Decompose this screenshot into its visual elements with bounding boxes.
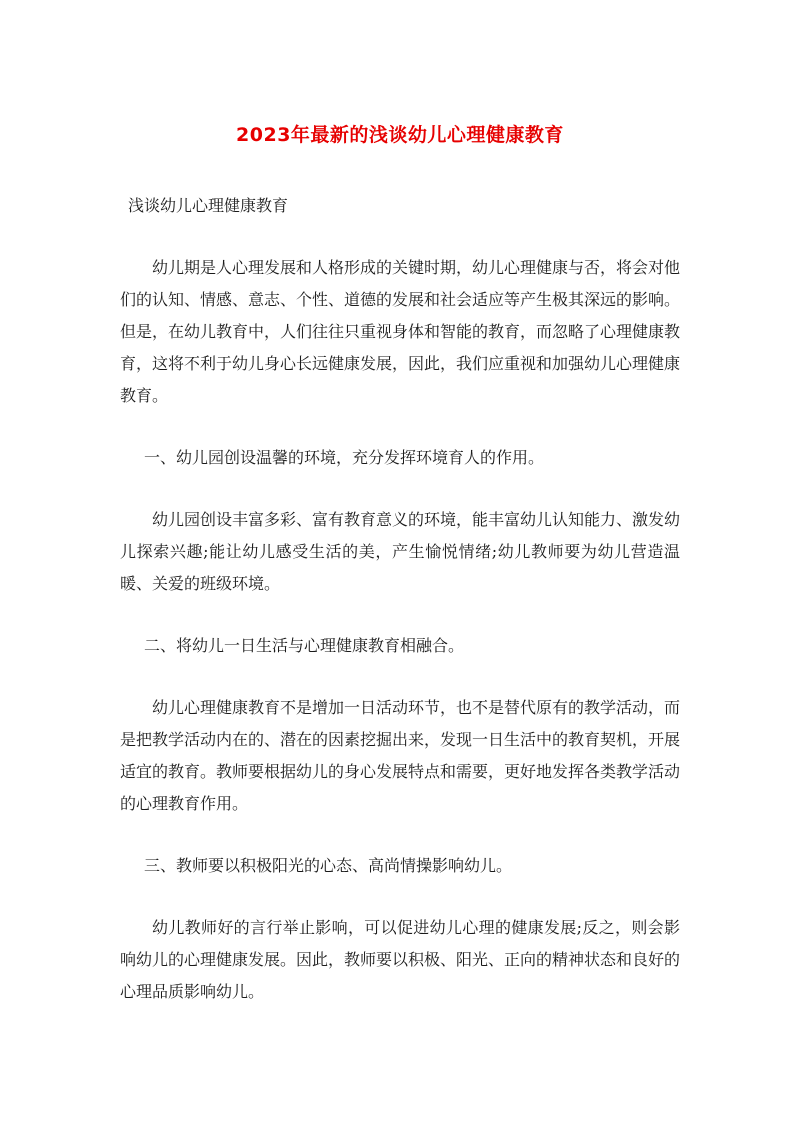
paragraph-section-3: 幼儿教师好的言行举止影响，可以促进幼儿心理的健康发展;反之，则会影响幼儿的心理健康发展。因此，教师要以积极、阳光、正向的精神状态和良好的心理品质影响幼儿。	[120, 918, 681, 1001]
spacer	[120, 412, 680, 442]
section-heading-1: 一、幼儿园创设温馨的环境，充分发挥环境育人的作用。	[144, 448, 545, 467]
paragraph-section-1: 幼儿园创设丰富多彩、富有教育意义的环境，能丰富幼儿认知能力、激发幼儿探索兴趣;能让幼儿感受生活的美，产生愉悦情绪;幼儿教师要为幼儿营造温暖、关爱的班级环境。	[120, 510, 681, 593]
document-body	[120, 190, 680, 1008]
spacer	[120, 820, 680, 850]
section-heading-3: 三、教师要以积极阳光的心态、高尚情操影响幼儿。	[144, 856, 513, 875]
document-title: 2023年最新的浅谈幼儿心理健康教育	[236, 124, 564, 146]
document-subtitle: 浅谈幼儿心理健康教育	[128, 196, 289, 215]
spacer	[120, 474, 680, 504]
spacer	[120, 662, 680, 692]
spacer	[120, 600, 680, 630]
spacer	[120, 222, 680, 252]
spacer	[120, 882, 680, 912]
paragraph-section-2: 幼儿心理健康教育不是增加一日活动环节，也不是替代原有的教学活动，而是把教学活动内在的、潜在的因素挖掘出来，发现一日生活中的教育契机，开展适宜的教育。教师要根据幼儿的身心发展特点和需要，更好地发挥各类教学活动的心理教育作用。	[120, 698, 681, 813]
section-heading-2: 二、将幼儿一日生活与心理健康教育相融合。	[144, 636, 465, 655]
paragraph-intro: 幼儿期是人心理发展和人格形成的关键时期，幼儿心理健康与否，将会对他们的认知、情感、意志、个性、道德的发展和社会适应等产生极其深远的影响。但是，在幼儿教育中，人们往往只重视身体和智能的教育，而忽略了心理健康教育，这将不利于幼儿身心长远健康发展，因此，我们应重视和加强幼儿心理健康教育。	[120, 258, 681, 405]
